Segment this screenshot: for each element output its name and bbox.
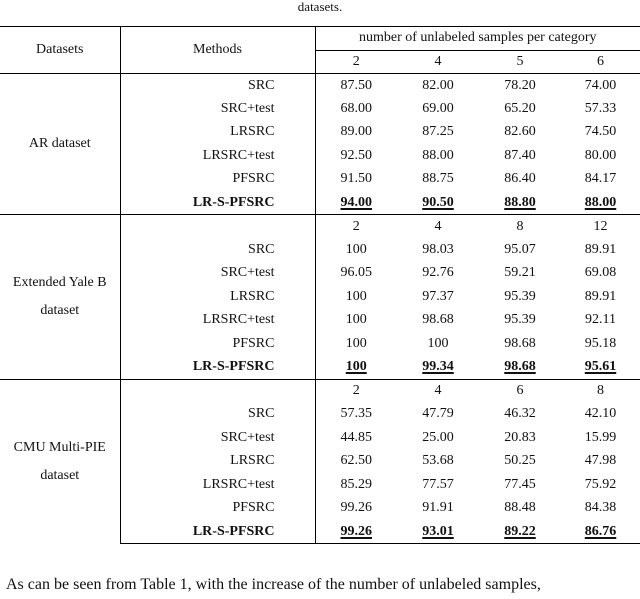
value-text: 92.11: [585, 312, 616, 328]
value-cell: [315, 191, 397, 215]
results-table: [0, 26, 640, 544]
value-cell: [397, 473, 479, 497]
value-text: 95.18: [584, 335, 617, 351]
count-cell: 6: [561, 50, 640, 74]
value-text: 85.29: [340, 476, 372, 492]
dataset-name-line2: dataset: [40, 467, 80, 483]
value-cell: [561, 403, 640, 427]
value-cell: [479, 97, 561, 121]
value-cell: [561, 520, 640, 544]
value-cell: [479, 168, 561, 192]
value-text: 84.17: [584, 171, 617, 187]
value-text: 88.00: [584, 194, 617, 210]
value-text: 99.34: [422, 359, 454, 374]
value-text: 93.01: [422, 523, 454, 539]
value-cell: [397, 168, 479, 192]
value-text: 92.50: [340, 147, 372, 163]
value-text: 86.76: [584, 523, 617, 539]
value-cell: [397, 403, 479, 427]
value-text: 96.05: [340, 265, 372, 281]
value-cell: [479, 309, 561, 333]
value-text: 65.20: [504, 100, 536, 116]
value-text: 95.39: [504, 288, 536, 304]
value-cell: [479, 450, 561, 474]
count-cell: 2: [315, 50, 397, 74]
value-text: 88.80: [504, 194, 536, 210]
value-cell: [397, 262, 479, 286]
value-text: 100: [345, 335, 367, 351]
value-text: 100: [427, 335, 449, 351]
value-cell: [561, 356, 640, 380]
value-cell: [561, 238, 640, 262]
results-table-body: [0, 27, 640, 544]
value-text: 88.48: [504, 500, 536, 516]
value-text: 94.00: [340, 194, 372, 210]
value-text: 42.10: [584, 406, 617, 422]
value-cell: [561, 191, 640, 215]
body-text: As can be seen from Table 1, with the increase of the number of unlabeled samples,: [6, 576, 541, 593]
method-cell: SRC: [120, 74, 315, 98]
value-cell: [561, 97, 640, 121]
value-cell: [561, 74, 640, 98]
value-cell: [479, 121, 561, 145]
value-text: 91.50: [340, 171, 372, 187]
count-cell: 4: [397, 379, 479, 403]
value-cell: [397, 450, 479, 474]
value-text: 25.00: [422, 429, 454, 445]
method-cell: LRSRC+test: [120, 473, 315, 497]
value-cell: [397, 426, 479, 450]
dataset-name-line1: CMU Multi-PIE: [13, 439, 106, 455]
samples-span-header: number of unlabeled samples per category: [315, 27, 640, 51]
value-text: 44.85: [340, 429, 372, 445]
value-cell: [315, 74, 397, 98]
value-text: 77.45: [504, 476, 536, 492]
value-text: 82.00: [422, 77, 454, 93]
value-text: 95.39: [504, 312, 536, 328]
value-cell: [561, 450, 640, 474]
methods-spacer: [120, 379, 315, 403]
method-cell: LRSRC+test: [120, 309, 315, 333]
value-cell: [479, 144, 561, 168]
method-cell: SRC: [120, 238, 315, 262]
method-cell: PFSRC: [120, 332, 315, 356]
value-cell: [315, 403, 397, 427]
value-text: 97.37: [422, 288, 454, 304]
value-text: 87.40: [504, 147, 536, 163]
value-cell: [397, 144, 479, 168]
value-cell: [561, 121, 640, 145]
value-cell: [561, 144, 640, 168]
dataset-name-line1: AR dataset: [28, 136, 91, 151]
value-text: 80.00: [584, 147, 617, 163]
method-cell: SRC+test: [120, 262, 315, 286]
value-cell: [397, 520, 479, 544]
value-cell: [315, 356, 397, 380]
value-text: 98.68: [504, 335, 536, 351]
value-cell: [315, 520, 397, 544]
value-text: 87.25: [422, 124, 454, 140]
value-cell: [397, 191, 479, 215]
datasets-header: Datasets: [0, 27, 120, 74]
count-cell: 4: [397, 50, 479, 74]
dataset-name-line1: Extended Yale B: [12, 274, 107, 290]
value-cell: [397, 285, 479, 309]
value-cell: [315, 144, 397, 168]
count-cell: 5: [479, 50, 561, 74]
value-cell: [479, 238, 561, 262]
value-text: 100: [345, 312, 367, 328]
value-text: 75.92: [584, 476, 617, 492]
value-cell: [561, 332, 640, 356]
value-text: 87.50: [340, 77, 372, 93]
value-cell: [315, 285, 397, 309]
value-text: 100: [345, 359, 367, 374]
counts-row: [0, 215, 640, 239]
value-cell: [315, 473, 397, 497]
value-text: 77.57: [422, 476, 454, 492]
methods-spacer: [120, 215, 315, 239]
value-cell: [561, 309, 640, 333]
value-text: 91.91: [422, 500, 454, 516]
value-text: 92.76: [422, 265, 454, 281]
value-cell: [479, 74, 561, 98]
value-text: 89.91: [584, 288, 617, 304]
value-cell: [479, 473, 561, 497]
value-text: 47.98: [584, 453, 617, 469]
count-cell: 2: [315, 379, 397, 403]
value-cell: [561, 262, 640, 286]
value-cell: [315, 332, 397, 356]
count-cell: 4: [397, 215, 479, 239]
value-cell: [315, 497, 397, 521]
count-cell: 12: [561, 215, 640, 239]
value-cell: [479, 426, 561, 450]
value-text: 95.07: [504, 241, 536, 257]
value-text: 100: [345, 241, 367, 257]
dataset-name-line2: dataset: [40, 302, 80, 318]
value-text: 82.60: [504, 124, 536, 140]
value-text: 69.08: [584, 265, 617, 281]
value-cell: [315, 309, 397, 333]
method-cell: PFSRC: [120, 168, 315, 192]
value-text: 78.20: [504, 77, 536, 93]
value-text: 95.61: [584, 359, 617, 374]
value-text: 98.03: [422, 241, 454, 257]
header-row: [0, 27, 640, 51]
value-text: 84.38: [584, 500, 617, 516]
value-text: 53.68: [422, 453, 454, 469]
table-caption: datasets.: [297, 0, 343, 14]
value-text: 88.00: [422, 147, 454, 163]
value-text: 74.50: [584, 124, 617, 140]
value-text: 99.26: [340, 500, 372, 516]
counts-row: [0, 379, 640, 403]
value-text: 68.00: [340, 100, 372, 116]
value-cell: [479, 520, 561, 544]
value-text: 46.32: [504, 406, 536, 422]
dataset-name: [0, 74, 120, 215]
value-text: 62.50: [340, 453, 372, 469]
value-text: 86.40: [504, 171, 536, 187]
value-text: 50.25: [504, 453, 536, 469]
value-cell: [479, 285, 561, 309]
value-cell: [561, 426, 640, 450]
value-cell: [397, 309, 479, 333]
value-text: 88.75: [422, 171, 454, 187]
value-text: 59.21: [504, 265, 536, 281]
value-text: 20.83: [504, 429, 536, 445]
method-cell: LRSRC+test: [120, 144, 315, 168]
count-cell: 6: [479, 379, 561, 403]
value-text: 69.00: [422, 100, 454, 116]
value-cell: [397, 97, 479, 121]
value-text: 47.79: [422, 406, 454, 422]
value-cell: [397, 238, 479, 262]
value-text: 57.35: [340, 406, 372, 422]
method-cell: PFSRC: [120, 497, 315, 521]
value-cell: [561, 473, 640, 497]
value-cell: [315, 97, 397, 121]
dataset-name: [0, 215, 120, 380]
value-cell: [479, 497, 561, 521]
value-text: 98.68: [422, 312, 454, 328]
method-cell: SRC: [120, 403, 315, 427]
value-cell: [561, 497, 640, 521]
value-cell: [397, 74, 479, 98]
count-cell: 2: [315, 215, 397, 239]
value-text: 57.33: [584, 100, 617, 116]
value-cell: [315, 426, 397, 450]
value-cell: [479, 332, 561, 356]
value-text: 89.00: [340, 124, 372, 140]
count-cell: 8: [561, 379, 640, 403]
count-cell: 8: [479, 215, 561, 239]
method-cell: LRSRC: [120, 121, 315, 145]
value-cell: [479, 356, 561, 380]
table-row: [0, 74, 640, 98]
value-text: 99.26: [340, 523, 372, 539]
value-text: 98.68: [504, 359, 536, 374]
value-cell: [315, 262, 397, 286]
value-cell: [561, 168, 640, 192]
method-cell: LR-S-PFSRC: [120, 520, 315, 544]
value-text: 100: [345, 288, 367, 304]
method-cell: SRC+test: [120, 426, 315, 450]
value-cell: [315, 450, 397, 474]
value-text: 89.91: [584, 241, 617, 257]
value-text: 74.00: [584, 77, 617, 93]
method-cell: LRSRC: [120, 285, 315, 309]
dataset-name: [0, 379, 120, 544]
value-cell: [397, 121, 479, 145]
method-cell: LR-S-PFSRC: [120, 356, 315, 380]
value-cell: [479, 262, 561, 286]
value-text: 90.50: [422, 194, 454, 210]
value-cell: [315, 121, 397, 145]
method-cell: LRSRC: [120, 450, 315, 474]
value-text: 15.99: [584, 429, 617, 445]
method-cell: SRC+test: [120, 97, 315, 121]
value-cell: [397, 356, 479, 380]
method-cell: LR-S-PFSRC: [120, 191, 315, 215]
value-cell: [397, 332, 479, 356]
value-cell: [479, 403, 561, 427]
value-text: 89.22: [504, 523, 536, 539]
value-cell: [315, 238, 397, 262]
value-cell: [561, 285, 640, 309]
value-cell: [479, 191, 561, 215]
value-cell: [315, 168, 397, 192]
value-cell: [397, 497, 479, 521]
methods-header: Methods: [120, 27, 315, 74]
